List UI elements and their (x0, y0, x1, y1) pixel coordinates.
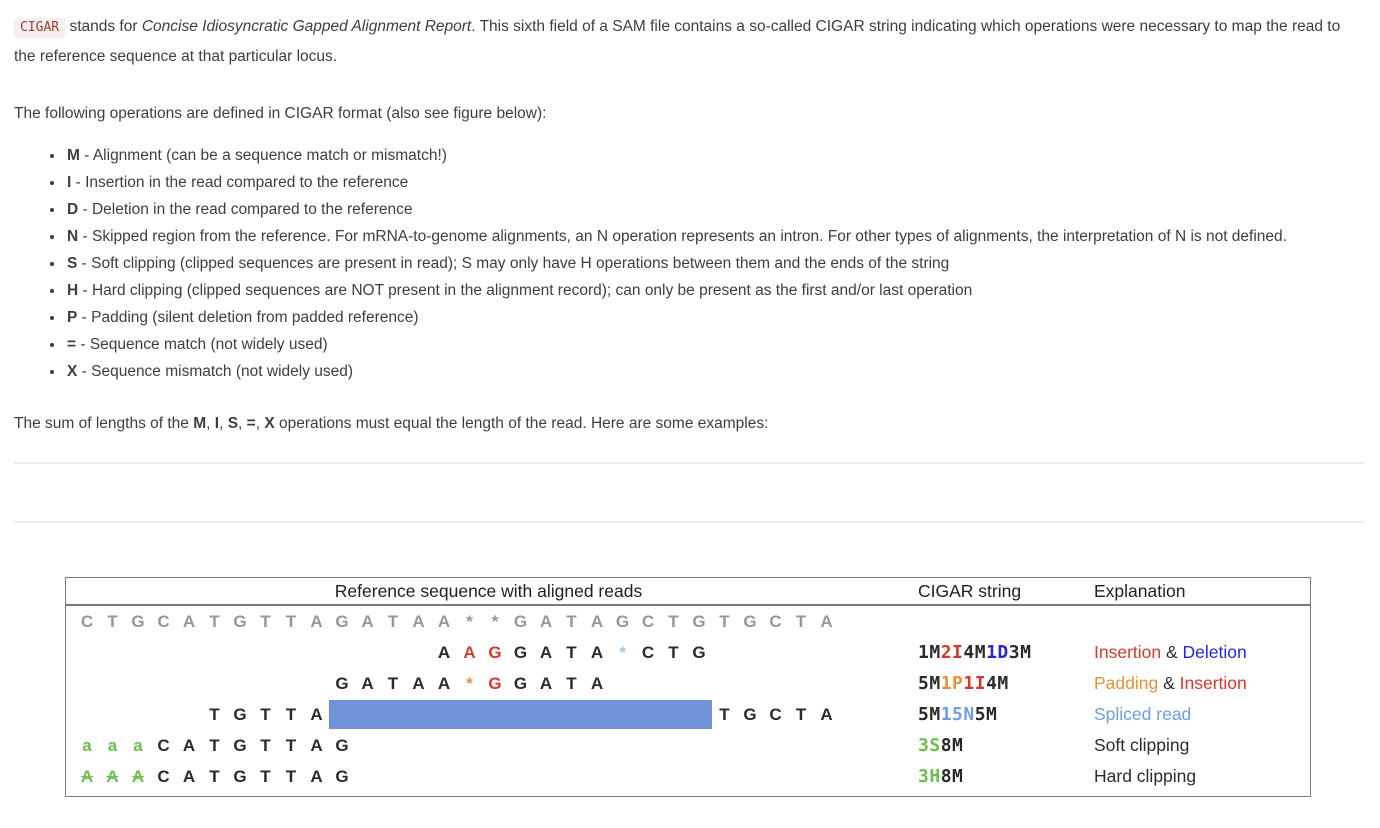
seq-char: A (539, 643, 553, 662)
seq-char: G (692, 612, 706, 631)
seq-char: G (233, 736, 247, 755)
cigar-string-segment: 3H (918, 766, 941, 787)
explanation-segment: Padding (1094, 673, 1159, 693)
seq-char: A (437, 612, 451, 631)
operation-code: I (214, 415, 220, 432)
intro-text: . This sixth field of a SAM file contains a so-called CIGAR string indicating which operations were necessary to map the read to the reference sequence at that particular locus. (14, 18, 1341, 65)
seq-char: A (539, 674, 553, 693)
seq-char: C (157, 767, 170, 786)
seq-char: T (566, 612, 577, 631)
operation-item (65, 358, 1364, 385)
cigar-code-chip: CIGAR (14, 18, 65, 38)
figure-rows (66, 606, 1310, 792)
seq-char: G (513, 612, 528, 631)
seq-char: A (182, 736, 196, 755)
reference-row (66, 606, 1310, 637)
seq-char: A (131, 767, 145, 786)
horizontal-divider (14, 521, 1364, 523)
figure-header-cigar: CIGAR string (918, 581, 1022, 601)
seq-char: T (209, 736, 220, 755)
operation-code: M (193, 415, 207, 432)
operation-code: = (67, 336, 77, 353)
seq-char: a (107, 736, 118, 755)
seq-char: C (641, 643, 655, 662)
seq-char: T (795, 612, 807, 631)
seq-char: T (209, 705, 220, 724)
operation-code: X (67, 363, 78, 380)
cigar-string-segment: 15N (940, 704, 975, 725)
seq-char: * (491, 612, 499, 631)
operation-description: - Insertion in the read compared to the reference (71, 174, 409, 191)
seq-char: A (361, 612, 374, 631)
operation-code: P (67, 309, 78, 326)
figure-header-reference: Reference sequence with aligned reads (334, 581, 643, 601)
operation-item (65, 169, 1364, 196)
sum-text: , (238, 415, 247, 432)
operation-code: M (67, 147, 80, 164)
cigar-string-segment: 4M (963, 642, 987, 663)
intron-gap-box (329, 700, 712, 729)
operation-code: S (227, 415, 239, 432)
seq-char: A (590, 674, 604, 693)
explanation-segment: Soft clipping (1094, 735, 1190, 755)
seq-char: A (182, 767, 196, 786)
seq-char: a (133, 736, 143, 755)
read-row (66, 699, 1310, 730)
cigar-string-segment: 4M (986, 673, 1009, 694)
operation-description: - Alignment (can be a sequence match or mismatch!) (79, 147, 447, 164)
explanation-segment: Deletion (1182, 642, 1247, 662)
figure-header-row (66, 578, 1310, 606)
seq-char: A (437, 674, 451, 693)
cigar-string-segment: 3S (918, 735, 941, 756)
seq-char: T (719, 612, 730, 631)
seq-char: G (513, 674, 528, 693)
seq-char: a (82, 736, 92, 755)
seq-char: * (619, 643, 626, 662)
cigar-string-segment: 1D (986, 642, 1009, 663)
cigar-string-segment: 3M (1008, 642, 1032, 663)
seq-char: T (107, 612, 118, 631)
seq-char: A (463, 643, 476, 662)
seq-char: A (310, 736, 323, 755)
explanation (1091, 606, 1310, 637)
cigar-figure-table (65, 577, 1311, 797)
explanation-segment: & (1161, 642, 1183, 662)
seq-char: * (466, 674, 473, 693)
seq-char: C (157, 736, 170, 755)
cigar-string-segment: 1M (918, 642, 941, 663)
seq-char: G (233, 705, 247, 724)
seq-char: G (335, 736, 349, 755)
seq-char: G (131, 612, 145, 631)
operations-list (14, 142, 1364, 385)
operation-description: - Deletion in the read compared to the reference (78, 201, 413, 218)
seq-char: T (566, 643, 577, 662)
seq-char: A (820, 705, 833, 724)
seq-char: T (209, 767, 220, 786)
explanation-segment: Insertion (1179, 673, 1247, 693)
operation-item (65, 331, 1364, 358)
seq-char: T (285, 705, 297, 724)
operation-code: X (264, 415, 275, 432)
seq-char: A (310, 767, 323, 786)
sum-text: operations must equal the length of the read. Here are some examples: (274, 415, 769, 432)
cigar-string-segment: 8M (940, 766, 964, 787)
italic-term: Concise Idiosyncratic Gapped Alignment Report (141, 18, 472, 35)
seq-char: T (285, 612, 297, 631)
operation-item (65, 223, 1364, 250)
horizontal-divider (14, 462, 1364, 464)
seq-char: T (387, 674, 399, 693)
seq-char: A (412, 674, 425, 693)
intro-paragraph (14, 12, 1364, 71)
seq-char: T (668, 643, 679, 662)
read-sequence (66, 668, 911, 699)
explanation-segment: Insertion (1094, 642, 1162, 662)
explanation-segment: & (1158, 673, 1180, 693)
seq-char: G (335, 767, 349, 786)
seq-char: A (590, 643, 604, 662)
seq-char: T (795, 705, 807, 724)
seq-char: C (641, 612, 655, 631)
seq-char: G (692, 643, 706, 662)
seq-char: C (769, 612, 782, 631)
cigar-figure (65, 577, 1364, 797)
cigar-string-segment: 2I (940, 642, 964, 663)
sum-paragraph (14, 409, 1364, 438)
operation-code: H (67, 282, 79, 299)
seq-char: A (361, 674, 374, 693)
seq-char: A (539, 612, 553, 631)
explanation (1091, 668, 1310, 699)
operation-description: - Soft clipping (clipped sequences are present in read); S may only have H operations between them and the ends of the string (77, 255, 950, 272)
seq-char: G (743, 705, 757, 724)
cigar-string-segment: 8M (940, 735, 964, 756)
cigar-string-segment: 5M (918, 704, 941, 725)
cigar-string (911, 606, 1091, 637)
read-row (66, 761, 1310, 792)
read-sequence (66, 761, 911, 792)
seq-char: A (590, 612, 604, 631)
cigar-string-segment: 1P (940, 673, 964, 694)
cigar-string (911, 637, 1091, 668)
explanation-segment: Hard clipping (1094, 766, 1197, 786)
seq-char: T (260, 705, 271, 724)
seq-char: T (260, 736, 271, 755)
operation-description: - Padding (silent deletion from padded reference) (77, 309, 419, 326)
seq-char: T (387, 612, 399, 631)
seq-char: T (285, 767, 297, 786)
seq-char: G (488, 643, 502, 662)
operation-item (65, 196, 1364, 223)
seq-char: G (743, 612, 757, 631)
seq-char: A (820, 612, 833, 631)
read-sequence (66, 637, 911, 668)
read-row (66, 637, 1310, 668)
cigar-string (911, 761, 1091, 792)
figure-header-explanation: Explanation (1094, 581, 1186, 601)
explanation (1091, 730, 1310, 761)
cigar-string (911, 668, 1091, 699)
cigar-string (911, 699, 1091, 730)
sum-text: , (255, 415, 265, 432)
read-row (66, 730, 1310, 761)
explanation (1091, 761, 1310, 792)
seq-char: A (437, 643, 451, 662)
cigar-string-segment: 5M (918, 673, 941, 694)
seq-char: A (310, 705, 323, 724)
seq-char: A (310, 612, 323, 631)
explanation (1091, 637, 1310, 668)
sum-text: , (219, 415, 228, 432)
seq-char: T (260, 612, 271, 631)
operation-description: - Sequence match (not widely used) (76, 336, 328, 353)
seq-char: C (769, 705, 782, 724)
seq-char: G (233, 612, 247, 631)
seq-char: T (668, 612, 679, 631)
seq-char: * (466, 612, 473, 631)
operation-item (65, 304, 1364, 331)
operation-item (65, 277, 1364, 304)
explanation-segment: Spliced read (1094, 704, 1192, 724)
sum-text: The sum of lengths of the (14, 415, 194, 432)
seq-char: G (335, 674, 349, 693)
operation-item (65, 142, 1364, 169)
operation-code: = (246, 415, 256, 432)
seq-char: T (285, 736, 297, 755)
seq-char: G (233, 767, 247, 786)
seq-char: G (488, 674, 502, 693)
cigar-string-segment: 1I (963, 673, 987, 694)
operation-item (65, 250, 1364, 277)
operation-description: - Skipped region from the reference. For mRNA-to-genome alignments, an N operation represents an intron. For other types of alignments, the interpretation of N is not defined. (78, 228, 1287, 245)
explanation (1091, 699, 1310, 730)
operation-code: D (67, 201, 79, 218)
operation-description: - Sequence mismatch (not widely used) (77, 363, 354, 380)
seq-char: T (209, 612, 220, 631)
seq-char: G (335, 612, 349, 631)
seq-char: A (80, 767, 94, 786)
read-sequence (66, 730, 911, 761)
cigar-string (911, 730, 1091, 761)
seq-char: G (513, 643, 528, 662)
seq-char: T (719, 705, 730, 724)
sum-text: , (206, 415, 215, 432)
cigar-string-segment: 5M (974, 704, 998, 725)
seq-char: T (260, 767, 271, 786)
operations-intro-paragraph: The following operations are defined in CIGAR format (also see figure below): (14, 105, 547, 122)
seq-char: A (106, 767, 119, 786)
read-row (66, 668, 1310, 699)
operation-description: - Hard clipping (clipped sequences are NOT present in the alignment record); can only be present as the first and/or last operation (78, 282, 973, 299)
seq-char: C (157, 612, 170, 631)
seq-char: G (615, 612, 630, 631)
intro-text: stands for (65, 18, 142, 35)
seq-char: A (182, 612, 196, 631)
seq-char: C (80, 612, 94, 631)
operation-code: N (67, 228, 79, 245)
seq-char: T (566, 674, 577, 693)
operation-code: S (67, 255, 78, 272)
reference-sequence (66, 606, 911, 637)
operation-code: I (67, 174, 72, 191)
seq-char: A (412, 612, 425, 631)
read-sequence (66, 699, 911, 730)
